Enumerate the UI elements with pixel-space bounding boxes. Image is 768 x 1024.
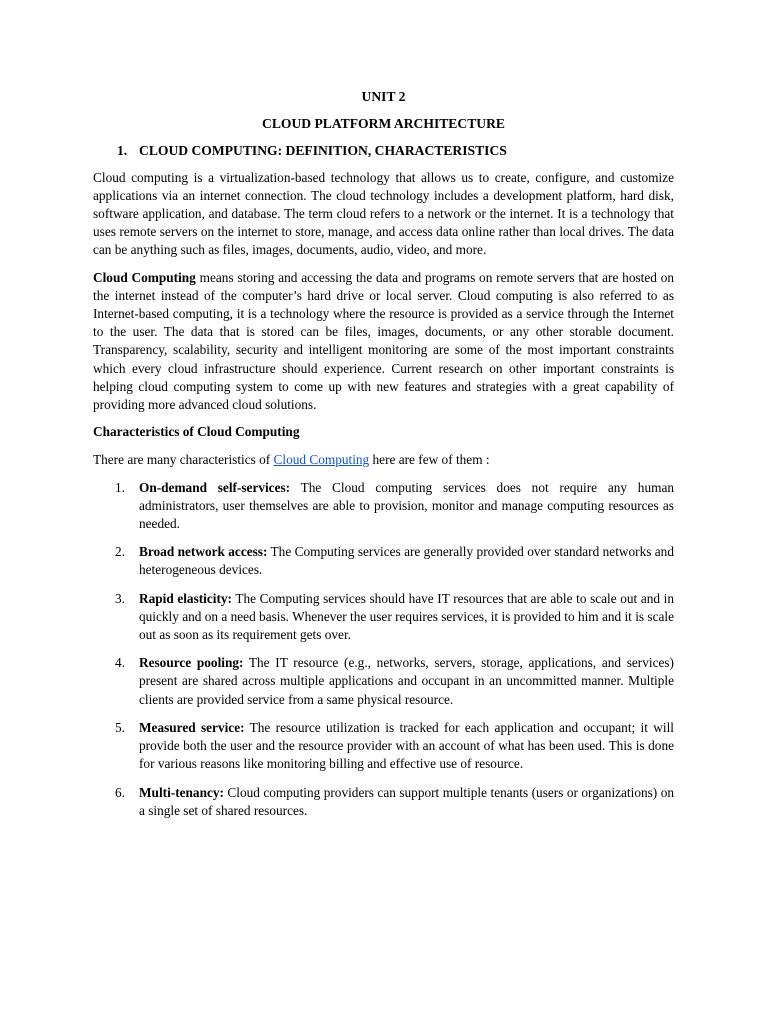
- list-item-text: The resource utilization is tracked for each application and occupant; it will provide both the user and the resource provider with an account of what has been used. This is done for various reasons like monitoring billing and effective use of resource.: [139, 719, 674, 772]
- list-item-term: On-demand self-services:: [139, 479, 291, 495]
- list-item-number: 6.: [115, 784, 125, 800]
- list-item-term: Rapid elasticity:: [139, 590, 232, 606]
- list-item-text: The Cloud computing services does not require any human administrators, user themselves are able to provision, monitor and manage computing resources as needed.: [139, 479, 674, 532]
- section-number: 1.: [117, 143, 128, 159]
- paragraph-lead-term: Cloud Computing: [93, 269, 196, 285]
- list-item-text: The IT resource (e.g., networks, servers, storage, applications, and services) present are shared across multiple applications and occupant in an uncommitted manner. Multiple clients are provided service from a same physical resource.: [139, 655, 674, 707]
- list-item-number: 1.: [115, 479, 125, 495]
- list-item-text: Cloud computing providers can support multiple tenants (users or organizations) on a single set of shared resources.: [139, 784, 674, 818]
- characteristics-heading: Characteristics of Cloud Computing: [93, 424, 300, 440]
- list-item-number: 3.: [115, 590, 125, 606]
- list-item-body: [139, 654, 674, 709]
- section-title: CLOUD COMPUTING: DEFINITION, CHARACTERISTICS: [139, 143, 507, 159]
- section-heading: [93, 142, 674, 160]
- list-item: [93, 543, 674, 579]
- list-item-term: Broad network access:: [139, 544, 268, 560]
- list-item-body: [139, 479, 674, 534]
- characteristics-list: [93, 479, 674, 820]
- list-item-body: [139, 719, 674, 774]
- characteristics-intro: [93, 451, 674, 469]
- list-item: [93, 719, 674, 774]
- paragraph-body: means storing and accessing the data and programs on remote servers that are hosted on the internet instead of the computer’s hard drive or local server. Cloud computing is also referred to as Internet-based computing, it is a technology where the resource is provided as a service through the Internet to the user. The data that is stored can be files, images, documents, or any other storable document. Transparency, scalability, security and intelligent monitoring are some of the most important constraints which every cloud infrastructure should experience. Current research on other important constraints is helping cloud computing system to come up with new features and strategies with a great capability of providing more advanced cloud solutions.: [93, 269, 675, 413]
- list-item-text: The Computing services are generally provided over standard networks and heterogeneous devices.: [139, 544, 674, 578]
- intro-after-text: here are few of them :: [369, 452, 490, 468]
- main-title: CLOUD PLATFORM ARCHITECTURE: [262, 116, 505, 132]
- list-item-term: Measured service:: [139, 719, 245, 735]
- list-item: [93, 784, 674, 820]
- list-item-number: 4.: [115, 655, 125, 671]
- list-item-term: Multi-tenancy:: [139, 784, 224, 800]
- list-item-number: 5.: [115, 719, 125, 735]
- list-item: [93, 654, 674, 709]
- unit-title: UNIT 2: [361, 89, 406, 104]
- intro-before-text: There are many characteristics of: [93, 452, 274, 468]
- list-item: [93, 590, 674, 645]
- list-item-body: [139, 784, 674, 820]
- cloud-computing-link[interactable]: Cloud Computing: [273, 452, 370, 468]
- paragraph-cloud-computing: [93, 269, 674, 415]
- paragraph-definition: Cloud computing is a virtualization-based technology that allows us to create, configure, and customize applications via an internet connection. The cloud technology includes a development platform, hard disk, software application, and database. The term cloud refers to a network or the internet. It is a technology that uses remote servers on the internet to store, manage, and access data online rather than local drives. The data can be anything such as files, images, documents, audio, video, and more.: [93, 169, 674, 258]
- list-item-text: The Computing services should have IT resources that are able to scale out and in quickly and on a need basis. Whenever the user requires services, it is provided to him and it is scale out as soon as its requirement gets over.: [139, 590, 674, 643]
- list-item-number: 2.: [115, 544, 125, 560]
- list-item-body: [139, 590, 674, 645]
- list-item: [93, 479, 674, 534]
- list-item-term: Resource pooling:: [139, 655, 244, 671]
- list-item-body: [139, 543, 674, 579]
